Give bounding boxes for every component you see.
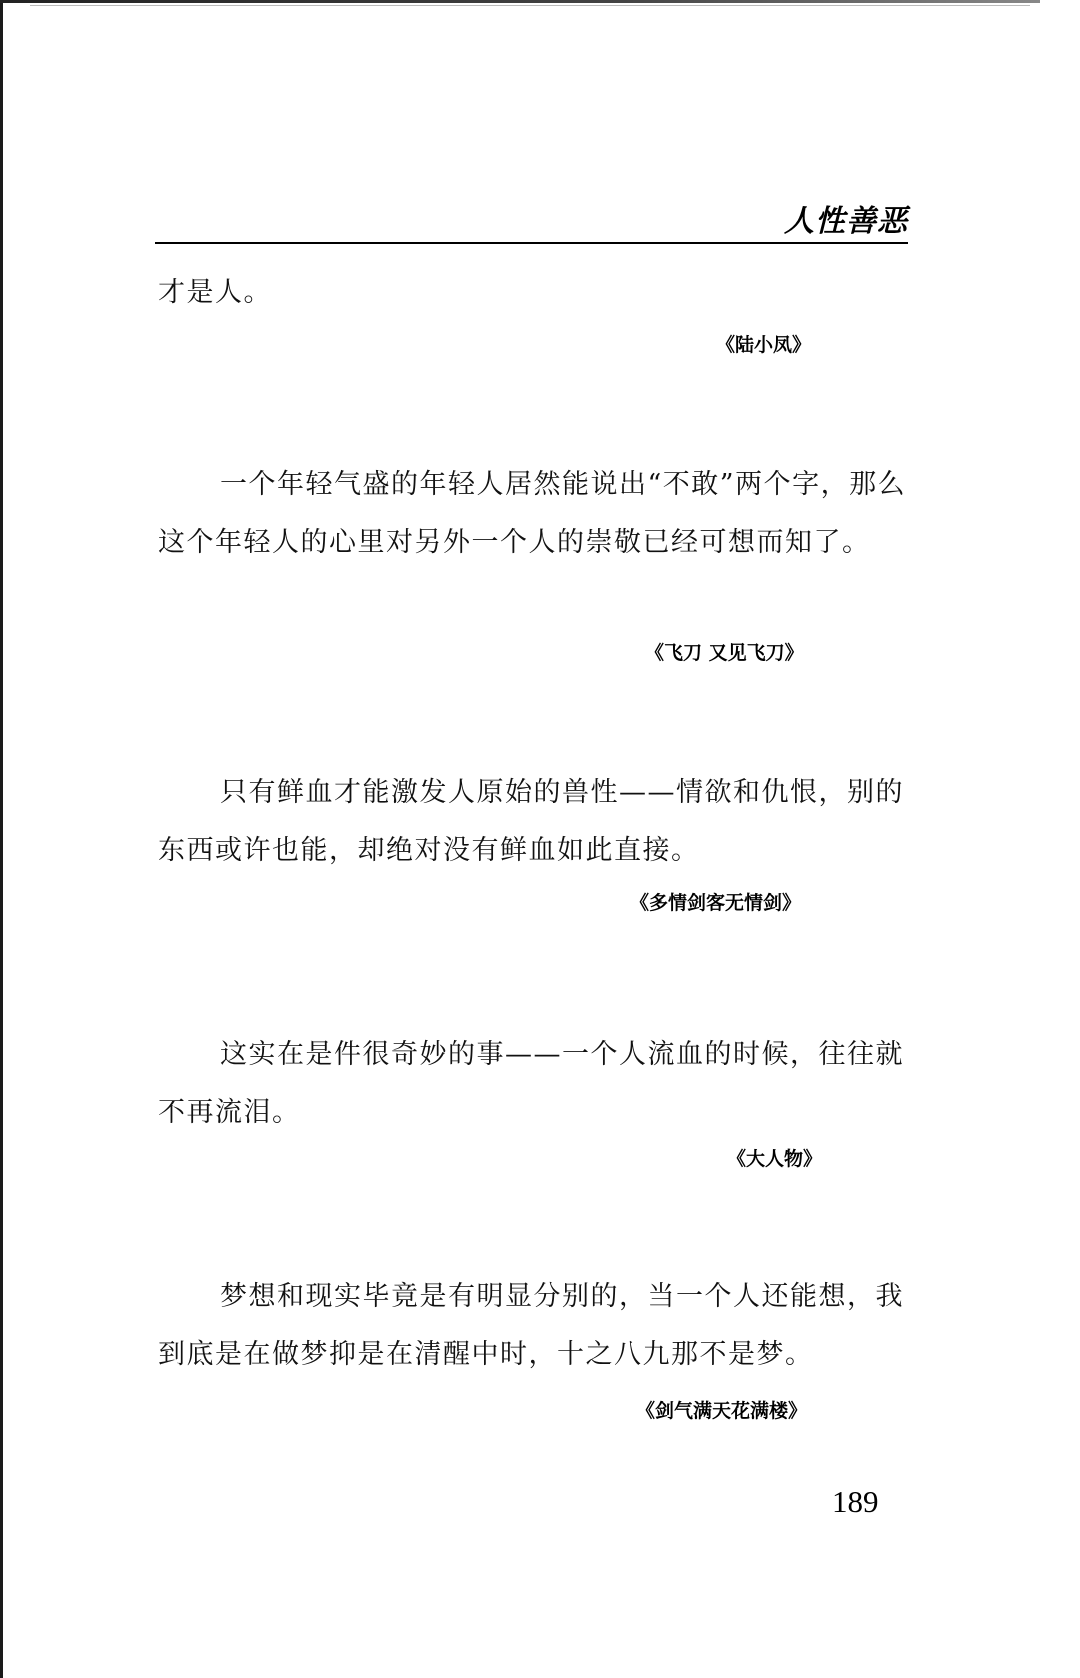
scan-edge-top [0,0,1040,3]
quote-source: 《大人物》 [727,1148,823,1170]
quote-source: 《多情剑客无情剑》 [630,892,802,914]
quote-source: 《剑气满天花满楼》 [636,1400,808,1422]
scan-edge-left [0,0,3,1678]
page-number: 189 [832,1484,879,1519]
quote-text: 梦想和现实毕竟是有明显分别的，当一个人还能想，我到底是在做梦抑是在清醒中时，十之八九那不是梦。 [158,1281,904,1370]
quote-text: 这实在是件很奇妙的事——一个人流血的时候，往往就不再流泪。 [158,1039,904,1128]
quote-text: 一个年轻气盛的年轻人居然能说出“不敢”两个字，那么这个年轻人的心里对另外一个人的崇敬已经可想而知了。 [158,469,907,558]
quote-source: 《飞刀 又见飞刀》 [645,642,804,664]
quote-text: 才是人。 [158,277,272,308]
scan-edge-top-line [30,5,1030,6]
header-rule [155,242,908,244]
quote-source: 《陆小凤》 [716,334,812,356]
running-header: 人性善恶 [784,204,908,239]
quote-text: 只有鲜血才能激发人原始的兽性——情欲和仇恨，别的东西或许也能，却绝对没有鲜血如此直接。 [158,777,904,866]
